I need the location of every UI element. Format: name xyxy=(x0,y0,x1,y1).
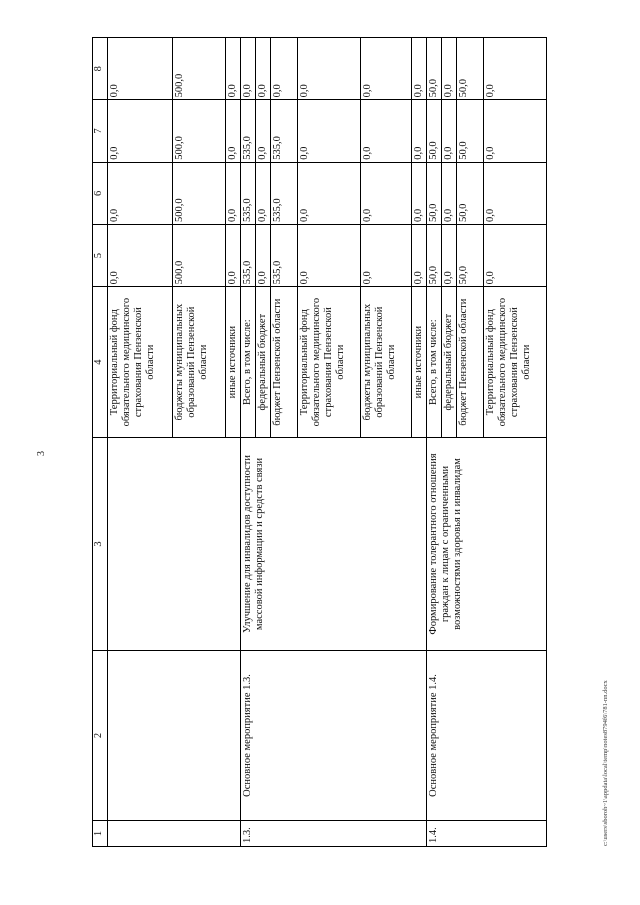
value: 50,0 xyxy=(456,100,483,161)
row-number: 1.4. xyxy=(427,820,547,846)
source-label: бюджеты муниципальных образований Пензенской области xyxy=(172,287,225,437)
col-number: 5 xyxy=(93,225,108,287)
value: 0,0 xyxy=(483,38,546,99)
value: 0,0 xyxy=(483,225,546,286)
value: 535,0 xyxy=(242,260,253,285)
value: 0,0 xyxy=(483,163,546,224)
value: 0,0 xyxy=(411,163,426,224)
source-label: Всего, в том числе: xyxy=(428,319,439,406)
value: 0,0 xyxy=(242,84,253,98)
value: 535,0 xyxy=(242,198,253,222)
value: 0,0 xyxy=(225,163,240,224)
value: 0,0 xyxy=(441,225,456,286)
value: 50,0 xyxy=(456,163,483,224)
value: 535,0 xyxy=(270,163,297,224)
source-label: бюджеты муниципальных образований Пензенской области xyxy=(360,287,411,437)
funding-source-cell xyxy=(427,287,547,438)
value: 0,0 xyxy=(297,38,360,99)
value: 0,0 xyxy=(109,146,120,160)
col-number: 7 xyxy=(93,100,108,162)
col-number: 4 xyxy=(93,287,108,438)
col-number: 1 xyxy=(93,820,108,846)
value: 50,0 xyxy=(456,225,483,286)
value: 0,0 xyxy=(441,38,456,99)
value: 535,0 xyxy=(242,136,253,160)
value: 50,0 xyxy=(428,265,439,285)
value: 0,0 xyxy=(360,225,411,286)
funding-source-cell xyxy=(241,287,427,438)
value: 50,0 xyxy=(428,79,439,98)
value: 0,0 xyxy=(255,225,270,286)
table-row-continuation xyxy=(108,38,241,847)
col-number: 6 xyxy=(93,162,108,224)
measure-name: Формирование толерантного отношения граждан к лицам с ограниченными возможностями здоровья и инвалидам xyxy=(427,438,547,651)
value: 500,0 xyxy=(172,163,225,224)
source-label: Территориальный фонд обязательного медицинского страхования Пензенской области xyxy=(483,287,546,437)
funding-source-cell xyxy=(108,287,241,438)
col-number: 2 xyxy=(93,651,108,821)
value: 0,0 xyxy=(225,38,240,99)
source-label: Территориальный фонд обязательного медицинского страхования Пензенской области xyxy=(109,297,156,427)
source-label: иные источники xyxy=(225,287,240,437)
measure-type: Основное мероприятие 1.3. xyxy=(241,651,427,821)
value: 50,0 xyxy=(428,141,439,160)
value: 0,0 xyxy=(411,38,426,99)
value: 50,0 xyxy=(456,38,483,99)
source-label: Всего, в том числе: xyxy=(242,319,253,406)
value: 50,0 xyxy=(428,203,439,222)
value: 0,0 xyxy=(297,100,360,161)
funding-table xyxy=(92,37,547,847)
source-label: бюджет Пензенской области xyxy=(270,287,297,437)
page-number: 3 xyxy=(36,451,47,456)
value: 0,0 xyxy=(225,225,240,286)
value: 0,0 xyxy=(411,100,426,161)
value: 0,0 xyxy=(483,100,546,161)
value: 0,0 xyxy=(225,100,240,161)
value: 535,0 xyxy=(270,225,297,286)
value: 0,0 xyxy=(255,100,270,161)
col-number: 8 xyxy=(93,38,108,100)
value: 0,0 xyxy=(360,163,411,224)
value: 500,0 xyxy=(172,100,225,161)
source-label: федеральный бюджет xyxy=(441,287,456,437)
source-label: Территориальный фонд обязательного медицинского страхования Пензенской области xyxy=(297,287,360,437)
value: 0,0 xyxy=(109,271,120,285)
value: 0,0 xyxy=(441,163,456,224)
value: 0,0 xyxy=(297,225,360,286)
value: 0,0 xyxy=(360,100,411,161)
value: 500,0 xyxy=(172,38,225,99)
source-label: федеральный бюджет xyxy=(255,287,270,437)
measure-name: Улучшение для инвалидов доступности массовой информации и средств связи xyxy=(241,438,427,651)
value: 500,0 xyxy=(172,225,225,286)
value: 0,0 xyxy=(270,38,297,99)
value: 0,0 xyxy=(441,100,456,161)
footer-file-path: c:\users\sboroh~1\appdata\local\temp\notes8794f6\781-nn.docx xyxy=(602,680,609,846)
table-row-1-4 xyxy=(427,38,547,847)
source-label: бюджет Пензенской области xyxy=(456,287,483,437)
col-number: 3 xyxy=(93,438,108,651)
value: 535,0 xyxy=(270,100,297,161)
row-number: 1.3. xyxy=(241,820,427,846)
value: 0,0 xyxy=(255,38,270,99)
value: 0,0 xyxy=(297,163,360,224)
value: 0,0 xyxy=(411,225,426,286)
source-label: иные источники xyxy=(411,287,426,437)
measure-type: Основное мероприятие 1.4. xyxy=(427,651,547,821)
value: 0,0 xyxy=(109,84,120,98)
value: 0,0 xyxy=(360,38,411,99)
value: 0,0 xyxy=(255,163,270,224)
value: 0,0 xyxy=(109,208,120,222)
column-number-row xyxy=(93,38,108,847)
rotated-table-container xyxy=(92,37,632,847)
table-row-1-3 xyxy=(241,38,427,847)
